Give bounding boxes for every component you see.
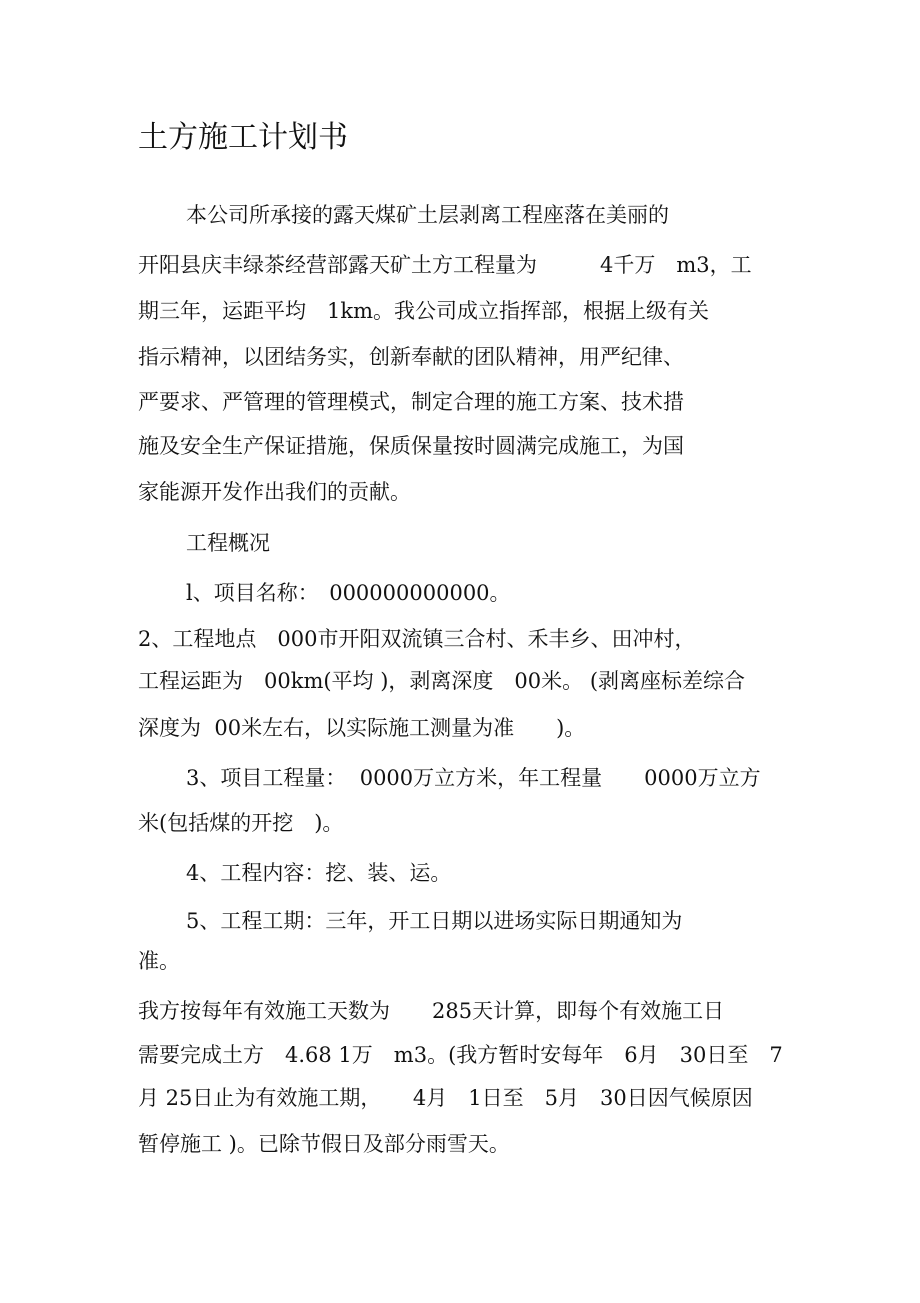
document-title: 土方施工计划书 bbox=[138, 120, 348, 155]
paragraph-line: 需要完成土方 4.68 1万 m3。(我方暂时安每年 6月 30日至 7 bbox=[138, 1043, 783, 1067]
paragraph-line: 家能源开发作出我们的贡献。 bbox=[138, 480, 411, 504]
paragraph-line: 期三年，运距平均 1km。我公司成立指挥部，根据上级有关 bbox=[138, 299, 709, 323]
paragraph-line: 严要求、严管理的管理模式，制定合理的施工方案、技术措 bbox=[138, 390, 684, 414]
list-item-continuation: 米(包括煤的开挖 )。 bbox=[138, 811, 344, 835]
list-item-continuation: 准。 bbox=[138, 949, 180, 973]
paragraph-line: 施及安全生产保证措施，保质保量按时圆满完成施工，为国 bbox=[138, 434, 684, 458]
list-item: 4、工程内容：挖、装、运。 bbox=[186, 861, 452, 885]
list-item: 3、项目工程量： 0000万立方米，年工程量 0000万立方 bbox=[186, 766, 761, 790]
paragraph-line: 本公司所承接的露天煤矿土层剥离工程座落在美丽的 bbox=[186, 203, 669, 227]
section-heading: 工程概况 bbox=[186, 531, 270, 555]
list-item-continuation: 深度为 00米左右，以实际施工测量为准 )。 bbox=[138, 716, 586, 740]
paragraph-line: 月 25日止为有效施工期， 4月 1日至 5月 30日因气候原因 bbox=[138, 1086, 753, 1110]
list-item: l、项目名称： 000000000000。 bbox=[186, 581, 511, 605]
list-item: 5、工程工期：三年，开工日期以进场实际日期通知为 bbox=[186, 909, 683, 933]
paragraph-line: 开阳县庆丰绿茶经营部露天矿土方工程量为 4千万 m3，工 bbox=[138, 253, 752, 277]
list-item: 2、工程地点 000市开阳双流镇三合村、禾丰乡、田冲村， bbox=[138, 627, 696, 651]
paragraph-line: 我方按每年有效施工天数为 285天计算，即每个有效施工日 bbox=[138, 999, 725, 1023]
paragraph-line: 指示精神，以团结务实，创新奉献的团队精神，用严纪律、 bbox=[138, 345, 684, 369]
paragraph-line: 暂停施工 )。已除节假日及部分雨雪天。 bbox=[138, 1132, 510, 1156]
list-item-continuation: 工程运距为 00km(平均 )，剥离深度 00米。 (剥离座标差综合 bbox=[138, 669, 746, 693]
